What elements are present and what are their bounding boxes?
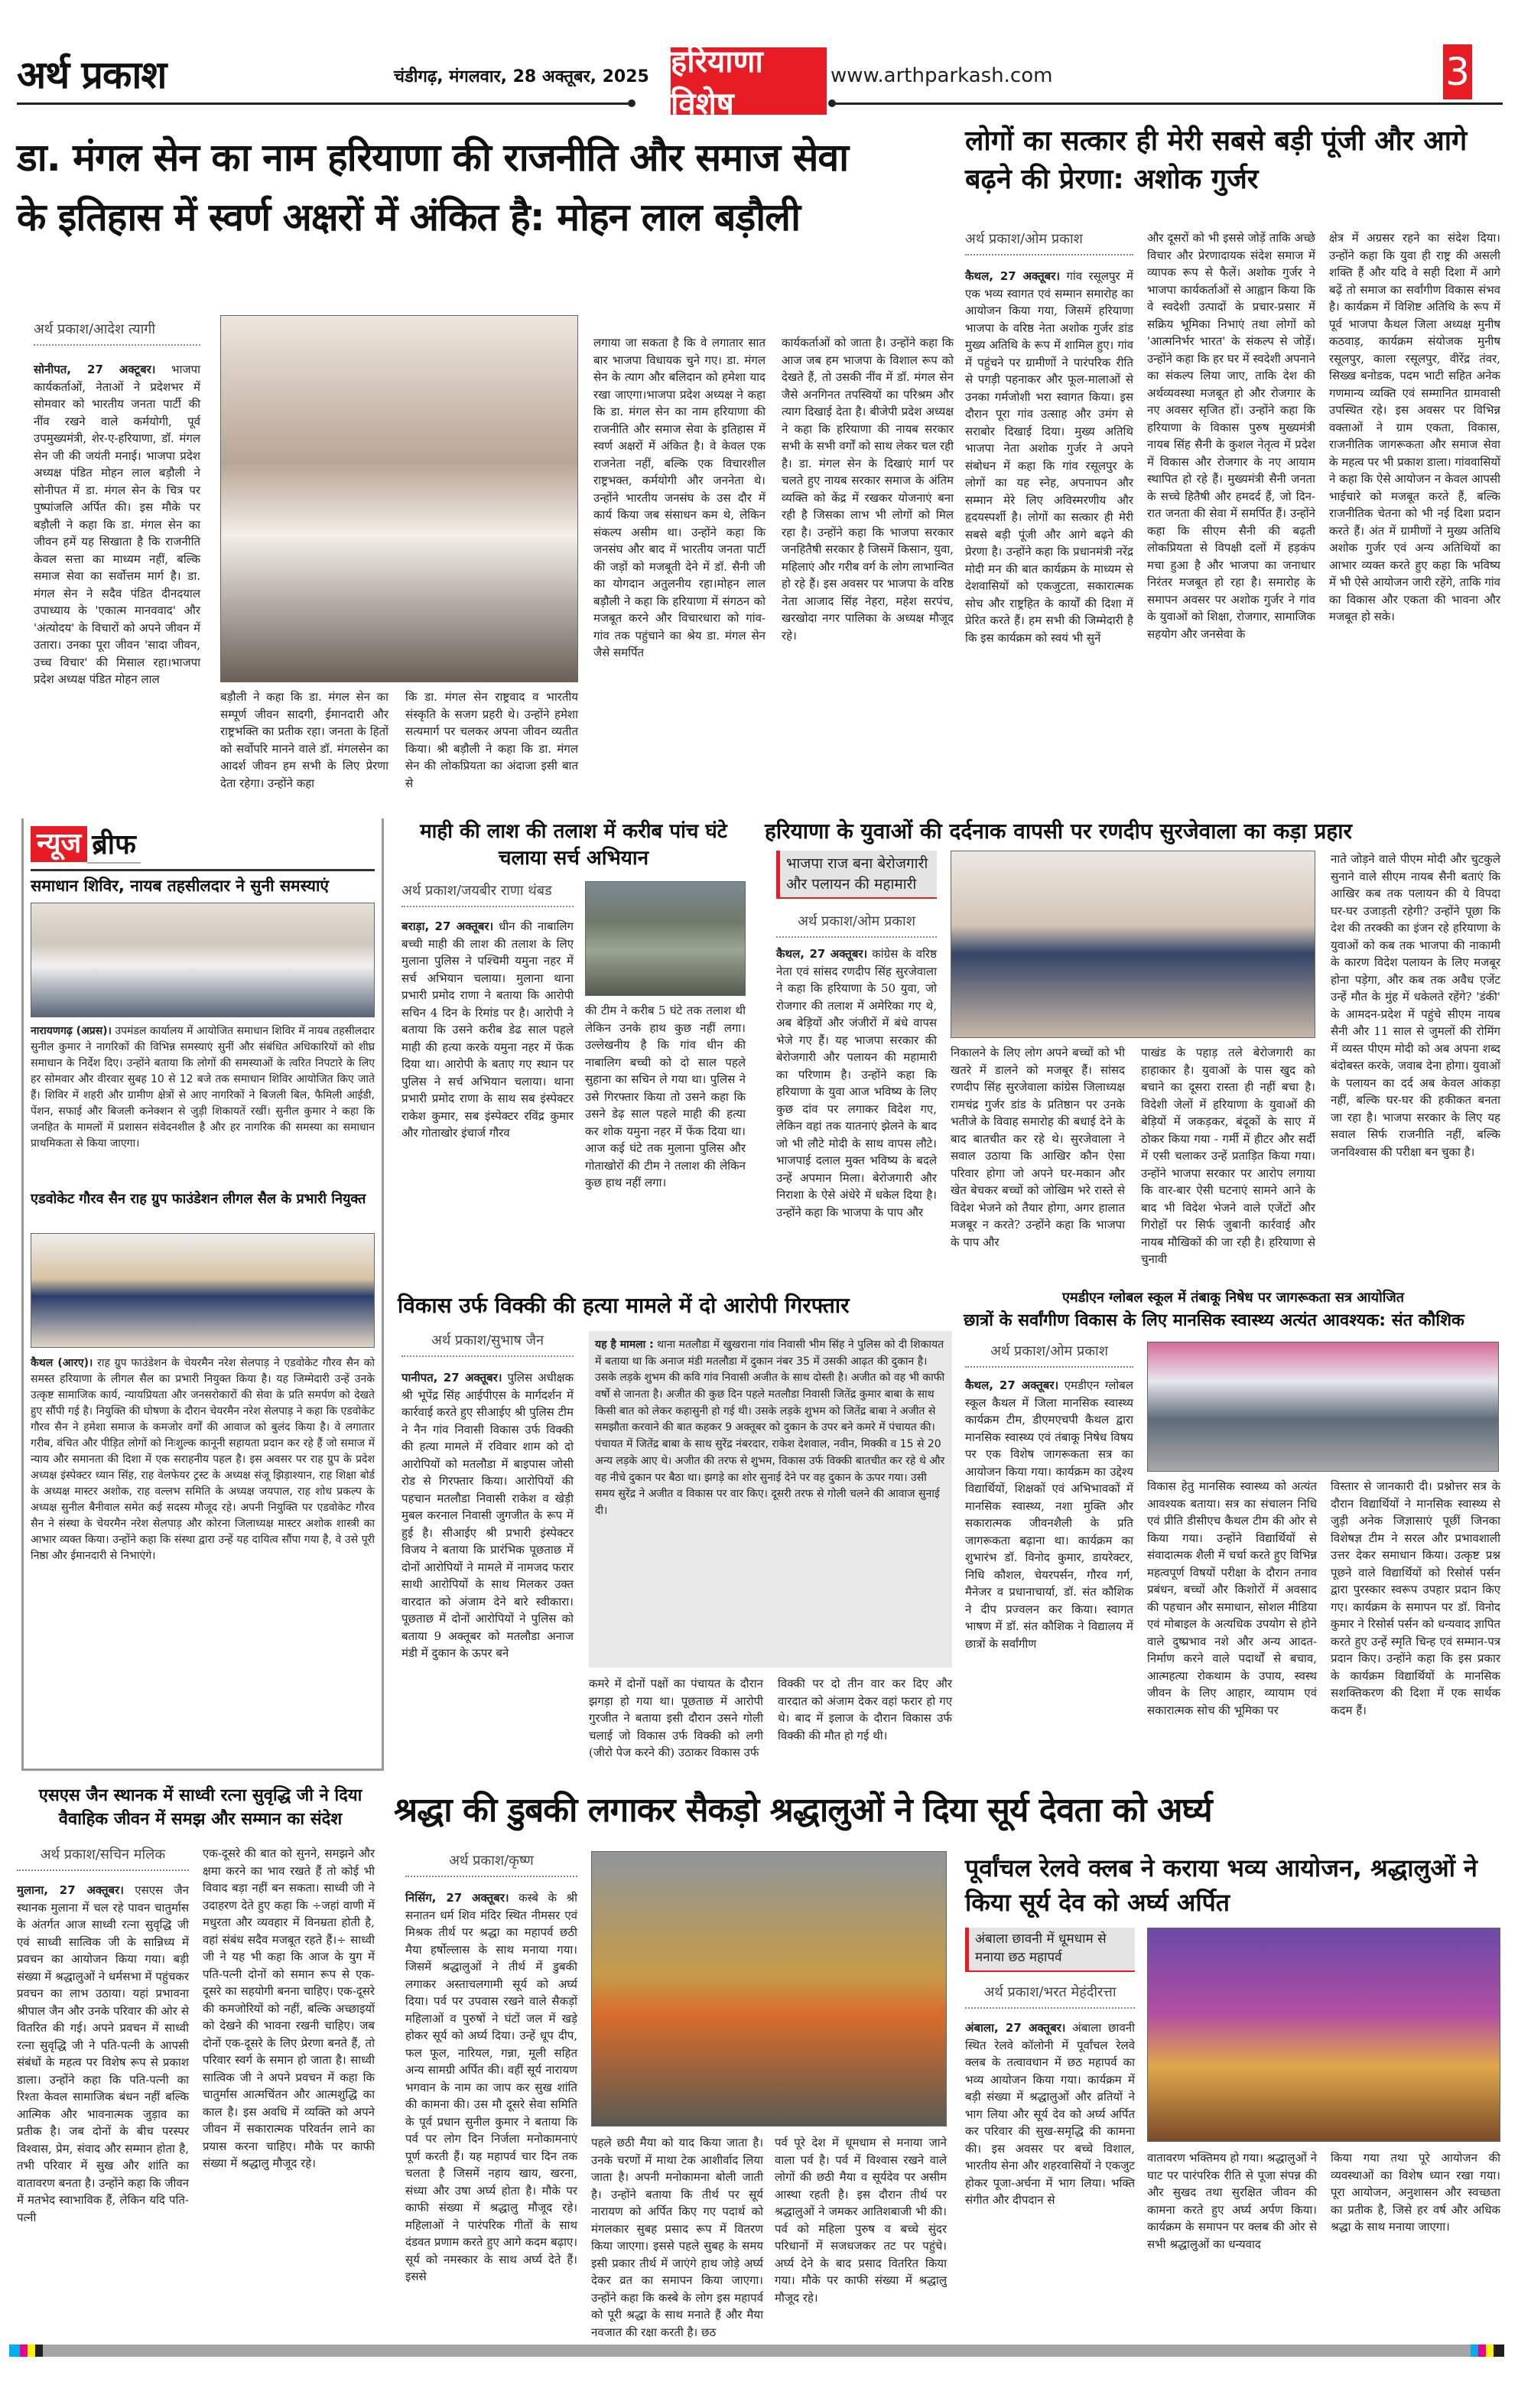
story-chhath-byline: अर्थ प्रकाश/कृष्ण: [405, 1851, 577, 1877]
dateline: सोनीपत, 27 अक्टूबर।: [34, 363, 156, 376]
dateline: मुलाना, 27 अक्तूबर।: [17, 1883, 124, 1897]
story-railway-subhead: अंबाला छावनी में धूमधाम से मनाया छठ महापर्व: [965, 1928, 1135, 1972]
surjewala-wedding-photo: [951, 851, 1315, 1038]
dateline: अंबाला, 27 अक्तूबर।: [965, 2021, 1066, 2035]
story-mangal-sen-headline: [17, 129, 954, 247]
website-link[interactable]: www.arthparkash.com: [831, 64, 1053, 87]
dateline: नारायणगढ़ (अप्रस)।: [31, 1025, 112, 1037]
story-mahi-col1: [401, 918, 574, 1281]
story-railway-col1: [965, 2019, 1135, 2332]
story-chhath-col1: [405, 1889, 577, 2332]
story-mahi-headline: माही की लाश की तलाश में करीब पांच घंटे चलाया सर्च अभियान: [420, 820, 727, 870]
legal-cell-appointment-photo: [31, 1233, 375, 1348]
magenta-swatch: [1478, 2345, 1486, 2357]
story-railway-byline: अर्थ प्रकाश/भरत मेहंदीरत्ता: [965, 1983, 1135, 2009]
story-railway-headline: पूर्वांचल रेलवे क्लब ने कराया भव्य आयोजन, श्रद्धालुओं ने किया सूर्य देव को अर्घ्य अर्पित: [965, 1853, 1477, 1917]
story-mangal-sen-col4: लगाया जा सकता है कि वे लगातार सात बार भाजपा विधायक चुने गए। डा. मंगल सेन के त्याग और बलिदान को हमेशा याद रखा जाएगा।भाजपा प्रदेश अध्यक्ष ने कहा कि डा. मंगल सेन का नाम हरियाणा की राजनीति और समाज सेवा के इतिहास में स्वर्ण अक्षरों में अंकित है। वे केवल एक राजनेता नहीं, बल्कि एक विचारशील राष्ट्रभक्त, कर्मयोगी और जननेता थे। उन्होंने भारतीय जनसंघ के उस दौर में कार्य किया जब संसाधन कम थे, लेकिन संकल्प असीम था। उन्होंने कहा कि जनसंघ और बाद में भारतीय जनता पार्टी की जड़ों को मजबूती देने में डॉ. सैनी जी का योगदान अतुलनीय रहा।मोहन लाल बड़ौली ने कहा कि हरियाणा में संगठन को मजबूत करने और विचारधारा को गांव-गांव तक पहुंचाने का श्रेय डा. मंगल सेन जैसे समर्पित: [593, 336, 766, 659]
story-vikas-col4: विक्की पर दो तीन वार कर दिए और वारदात को अंजाम देकर वहां फरार हो गए थे। बाद में इलाज के दौरान विकास उर्फ विक्की की मौत हो गई थी।: [778, 1677, 952, 1743]
story-ashok-gurjar-col1: [965, 268, 1133, 809]
dateline: निसिंग, 27 अक्तूबर।: [405, 1891, 509, 1905]
story-kaushik-col3: विस्तार से जानकारी दी। प्रश्नोत्तर सत्र के दौरान विद्यार्थियों ने मानसिक स्वास्थ्य से जुड़ी अनेक जिज्ञासाएं पूछीं जिनका विशेषज्ञ टीम ने सरल और प्रभावशाली उत्तर देकर समाधान किया। उत्कृष्ट प्रश्न पूछने वाले विद्यार्थियों को रिसोर्स पर्सन द्वारा पुरस्कार स्वरूप उपहार प्रदान किए गए। कार्यक्रम के समापन पर डॉ. विनोद कुमार ने रिसोर्स पर्सन को धन्यवाद ज्ञापित करते हुए उन्हें स्मृति चिन्ह एवं सम्मान-पत्र प्रदान किए। उन्होंने कहा कि इस प्रकार के कार्यक्रम विद्यार्थियों के मानसिक सशक्तिकरण की दिशा में एक सार्थक कदम हैं।: [1331, 1479, 1500, 1717]
case-box-lead: यह है मामला :: [595, 1339, 654, 1351]
story-kaushik-headline: छात्रों के सर्वांगीण विकास के लिए मानसिक स्वास्थ्य अत्यंत आवश्यक: संत कौशिक: [964, 1311, 1464, 1330]
story-mangal-sen-col1: [34, 361, 200, 818]
story-surjewala-byline: अर्थ प्रकाश/ओम प्रकाश: [776, 912, 937, 938]
brief-rule: [31, 869, 375, 871]
story-railway-col2: वातावरण भक्तिमय हो गया। श्रद्धालुओं ने घाट पर पारंपरिक रीति से पूजा संपन्न की और सुखद तथा सुरक्षित जीवन की कामना करते हुए अर्घ्य अर्पण किया। कार्यक्रम के समापन पर क्लब की ओर से सभी श्रद्धालुओं का धन्यवाद: [1147, 2151, 1317, 2251]
story-surjewala-col3: पाखंड के पहाड़ तले बेरोजगारी का हाहाकार है। युवाओं के पास खुद को बचाने का दूसरा रास्ता ही नहीं बचा है। विदेशी जेलों में हरियाणा के युवाओं की बेड़ियों में जकड़कर, बंदूकों के साए में ठोकर किया गया - गर्मी में हीटर और सर्दी में एसी चलाकर उन्हें प्रताड़ित किया गया। उन्होंने भाजपा सरकार पर आरोप लगाया कि वार-बार ऐसी घटनाएं सामने आने के बाद भी विदेश भेजने वाले एजेंटों और गिरोहों पर सिर्फ जुबानी कार्रवाई और नायब मौखिकों की जा रही है। हरियाणा से चुनावी: [1141, 1046, 1315, 1266]
yellow-swatch: [28, 2345, 35, 2357]
black-swatch: [1494, 2345, 1504, 2357]
story-jain-col2: एक-दूसरे की बात को सुनने, समझने और क्षमा करने का भाव रखते हैं तो कोई भी विवाद बड़ा नहीं बन सकता। साध्वी जी ने उदाहरण देते हुए कहा कि ÷जहां वाणी में मधुरता और व्यवहार में विनम्रता होती है, वहां संबंध सदैव मजबूत रहते हैं।÷ साध्वी जी ने यह भी कहा कि आज के युग में पति-पत्नी दोनों को समान रूप से एक-दूसरे का सहयोगी बनना चाहिए। एक-दूसरे की कमजोरियों को नहीं, बल्कि अच्छाइयों को देखने की भावना रखनी चाहिए। जब दोनों एक-दूसरे के लिए प्रेरणा बनते हैं, तो परिवार स्वर्ग के समान हो जाता है। साध्वी सात्विक जी ने अपने प्रवचन में कहा कि चातुर्मास आत्मचिंतन और आत्मशुद्धि का काल है। इस अवधि में व्यक्ति को अपने जीवन में सकारात्मक परिवर्तन लाने का प्रयास करना चाहिए। मौके पर काफी संख्या में श्रद्धालु मौजूद रहे।: [203, 1847, 375, 2170]
column-text: गांव रसूलपुर में एक भव्य स्वागत एवं सम्मान समारोह का आयोजन किया गया, जिसमें हरियाणा भाजपा के वरिष्ठ नेता अशोक गुर्जर डांड मुख्य अतिथि के रूप में शामिल हुए। गांव में पहुंचने पर ग्रामीणों ने पारंपरिक रीति से पगड़ी पहनाकर और फूल-मालाओं से उनका गर्मजोशी भरा स्वागत किया। इस दौरान पूरा गांव उत्साह और उमंग से सराबोर दिखाई दिया। मुख्य अतिथि भाजपा नेता अशोक गुर्जर ने अपने संबोधन में कहा कि गांव रसूलपुर के लोगों का यह स्नेह, अपनापन और सम्मान मेरे लिए अविस्मरणीय और हृदयस्पर्शी है। लोगों का सत्कार ही मेरी सबसे बड़ी पूंजी और आगे बढ़ने की प्रेरणा है। उन्होंने कहा कि प्रधानमंत्री नरेंद्र मोदी मन की बात कार्यक्रम के माध्यम से देशवासियों को एकजुटता, सकारात्मक सोच और राष्ट्रहित के कार्यों की दिशा में प्रेरित करते हैं। हम सभी की जिम्मेदारी है कि इस कार्यक्रम को स्वयं भी सुनें: [965, 269, 1133, 645]
story-chhath-col3: पर्व पूरे देश में धूमधाम से मनाया जाने वाला पर्व है। पर्व में विश्वास रखने वाले लोगों की छठी मैया व सूर्यदेव पर असीम आस्था रहती है। इस दौरान तीर्थ पर श्रद्धालुओं ने जमकर आतिशबाजी भी की। पर्व को महिला पुरुष व बच्चे सुंदर परिधानों में सजधजकर तट पर पहुंचे। अर्घ्य देने के बाद प्रसाद वितरित किया गया। मौके पर काफी संख्या में श्रद्धालु मौजूद रहे।: [775, 2136, 947, 2305]
brief-item2-headline: एडवोकेट गौरव सैन राह ग्रुप फाउंडेशन लीगल सैल के प्रभारी नियुक्त: [31, 1191, 366, 1207]
story-mahi-col2: की टीम ने करीब 5 घंटे तक तलाश थी लेकिन उनके हाथ कुछ नहीं लगा। उल्लेखनीय है कि गांव धीन की नाबालिग बच्ची को दो साल पहले सुहाना का सचिन ले गया था। पुलिस ने उसे गिरफ्तार किया तो उसने कहा कि उसने डेढ़ साल पहले माही की हत्या कर शोक यमुना नहर में फेंक दिया था। आज कई घंटे तक मुलाना पुलिस और गोताखोरों की टीम ने तलाश की लेकिन कुछ हाथ नहीं लगा।: [585, 1004, 746, 1189]
masthead-rule-left: [17, 103, 632, 105]
column-text: कस्बे के श्री सनातन धर्म शिव मंदिर स्थित नीमसर एवं मिश्रक तीर्थ पर श्रद्धा का महापर्व छठी मैया हर्षोल्लास के साथ मनाया गया। जिसमें श्रद्धालुओं ने तीर्थ में डुबकी लगाकर अस्ताचलगामी सूर्य को अर्घ्य दिया। पर्व पर उपवास रखने वाले सैकड़ों महिलाओं व पुरुषों ने घंटों जल में खड़े होकर सूर्य को अर्घ्य दिया। उन्हें धूप दीप, फल फूल, नारियल, गन्ना, मूली सहित अन्य सामग्री अर्पित की। वहीं सूर्य नारायण भगवान के नाम का जाप कर सुख शांति की कामना की। उस मौ दूसरे सेवा समिति के पूर्व प्रधान सुनील कुमार ने बताया कि पर्व पर लोग दिन निर्जला मनोकामनाएं पूर्ण करती हैं। यह महापर्व चार दिन तक चलता है जिसमें नहाय खाय, खरना, संध्या और उषा अर्घ्य होता है। मौके पर काफी संख्या में श्रद्धालु मौजूद रहे। महिलाओं ने पारंपरिक गीतों के साथ दंडवत प्रणाम करते हुए आगे कदम बढ़ाए। सूर्य को नमस्कार के साथ अर्घ्य देते हैं। इससे: [405, 1891, 577, 2283]
story-vikas-case-box: [589, 1331, 952, 1668]
story-mangal-sen-byline: अर्थ प्रकाश/आदेश त्यागी: [34, 320, 200, 346]
story-mangal-sen-col5: कार्यकर्ताओं को जाता है। उन्होंने कहा कि आज जब हम भाजपा के विशाल रूप को देखते हैं, तो उसकी नींव में डॉ. मंगल सेन जैसे अनगिनत तपस्वियों का परिश्रम और त्याग दिखाई देता है। बीजेपी प्रदेश अध्यक्ष ने कहा कि हरियाणा की नायब सरकार सभी के सभी वर्गों को साथ लेकर चल रही है। डा. मंगल सेन के दिखाएं मार्ग पर चलते हुए नायब सरकार समाज के अंतिम व्यक्ति को केंद्र में रखकर योजनाएं बना रही है जिसका लाभ भी लोगों को मिल रहा है। उन्होंने कहा कि भाजपा सरकार जनहितैषी सरकार है जिसमें किसान, युवा, महिलाएं और गरीब वर्ग के लोग लाभान्वित हो रहे हैं। इस अवसर पर भाजपा के वरिष्ठ नेता आजाद सिंह नेहरा, महेश सरपंच, खरखोदा नगर पालिका के अध्यक्ष मौजूद रहे।: [782, 336, 954, 643]
print-registration-bar: [9, 2345, 1504, 2357]
story-chhath-headline: श्रद्धा की डुबकी लगाकर सैकड़ो श्रद्धालुओं ने दिया सूर्य देवता को अर्घ्य: [394, 1791, 1212, 1830]
column-text: एमडीएन ग्लोबल स्कूल कैथल में जिला मानसिक स्वास्थ्य कार्यक्रम टीम, डीएमएचपी कैथल द्वारा मानसिक स्वास्थ्य एवं तंबाकू निषेध विषय पर एक विशेष जागरूकता सत्र का आयोजन किया गया। कार्यक्रम का उद्देश्य विद्यार्थियों, शिक्षकों एवं अभिभावकों में मानसिक स्वास्थ्य, नशा मुक्ति और सकारात्मक जीवनशैली के प्रति जागरूकता बढ़ाना था। कार्यक्रम का शुभारंभ डॉ. विनोद कुमार, डायरेक्टर, निधि कौशल, चेयरपर्सन, गौरव गर्ग, मैनेजर व प्रधानाचार्या, डॉ. संत कौशिक ने दीप प्रज्वलन कर किया। स्वागत भाषण में डॉ. संत कौशिक ने विद्यालय में छात्रों के सर्वांगीण: [965, 1378, 1133, 1651]
story-mahi-byline: अर्थ प्रकाश/जयबीर राणा थंबड: [401, 881, 574, 907]
dateline: कैथल, 27 अक्तूबर।: [965, 269, 1061, 283]
black-swatch: [35, 2345, 43, 2357]
headline-line-2: के इतिहास में स्वर्ण अक्षरों में अंकित है: मोहन लाल बड़ौली: [17, 194, 801, 239]
cmyk-swatches-right: [1471, 2345, 1504, 2357]
yellow-swatch: [1486, 2345, 1494, 2357]
samadhan-shivir-photo: [31, 903, 375, 1017]
story-kaushik-byline: अर्थ प्रकाश/ओम प्रकाश: [965, 1342, 1133, 1368]
story-surjewala-col4: नाते जोड़ने वाले पीएम मोदी और चुटकुले सुनाने वाले सीएम नायब सैनी बताएं कि आखिर कब तक पलायन की ये विपदा घर-घर उजाड़ती रहेगी? उन्होंने पूछा कि देश की तरक्की का इंजन रहे हरियाणा के युवाओं को कब तक भाजपा की नाकामी के कारण विदेश पलायन के लिए मजबूर होना पड़ेगा, और कब तक अवैध एजेंट उन्हें मौत के मुंह में धकेलते रहेंगे? 'डंकी' के आमदन-प्रदेश में पहुंचे सीएम नायब सैनी और 11 साल से जुमलों की रोमिंग में व्यस्त पीएम मोदी को अब अपना शब्द बंदोबस्त करके, जवाब देना होगा। युवाओं के पलायन का दर्द अब केवल आंकड़ा नहीं, बल्कि घर-घर की हकीकत बनता जा रहा है। भाजपा सरकार के लिए यह सवाल सिर्फ राजनीति नहीं, बल्कि जनविश्वास की परीक्षा बन चुका है।: [1331, 852, 1500, 1159]
chhath-festival-photo: [1147, 1928, 1500, 2142]
dateline: कैथल (आरए)।: [31, 1357, 93, 1369]
issue-date: चंडीगढ़, मंगलवार, 28 अक्तूबर, 2025: [394, 67, 649, 86]
mangal-sen-tribute-photo: [220, 315, 578, 682]
story-surjewala-headline: हरियाणा के युवाओं की दर्दनाक वापसी पर रणदीप सुरजेवाला का कड़ा प्रहार: [765, 818, 1352, 844]
masthead-rule-right: [831, 103, 1503, 105]
page-number: 3: [1443, 44, 1472, 99]
column-text: एसएस जैन स्थानक मुलाना में चल रहे पावन चातुर्मास के अंतर्गत आज साध्वी रत्ना सुवृद्धि जी एवं साध्वी सात्विक जी के सान्निध्य में प्रवचन का आयोजन किया गया। बड़ी संख्या में श्रद्धालुओं ने धर्मसभा में पहुंचकर प्रवचन का लाभ उठाया। यहां प्रभावना श्रीपाल जैन और उनके परिवार की ओर से वितरित की गई। अपने प्रवचन में साध्वी रत्ना सुवृद्धि जी ने पति-पत्नी के आपसी संबंधों के महत्व पर विशेष रूप से प्रकाश डाला। उन्होंने कहा कि पति-पत्नी का रिश्ता केवल सामाजिक बंधन नहीं बल्कि आत्मिक और भावनात्मक जुड़ाव का प्रतीक है। जब दोनों के बीच परस्पर विश्वास, प्रेम, संवाद और सम्मान होता है, तभी परिवार में सुख और शांति का वातावरण बनता है। उन्होंने कहा कि जीवन में मतभेद स्वाभाविक हैं, लेकिन यदि पति-पत्नी: [17, 1883, 189, 2224]
story-chhath-col2: पहले छठी मैया को याद किया जाता है। उनके चरणों में माथा टेक आशीर्वाद लिया जाता है। अपनी मनोकामना बोली जाती है। उन्होंने बताया कि तीर्थ पर सूर्य नारायण को अर्पित किए गए पदार्थ को मंगलकार सुबह प्रसाद रूप में वितरण किया जाएगा। इससे पहले सुबह के समय इसी प्रकार तीर्थ में जाएंगे हाथ जोड़े अर्घ्य देकर व्रत का समापन किया जाएगा। उन्होंने कहा कि कस्बे के लोग इस महापर्व को पूरी श्रद्धा के साथ मनाते हैं और मैया नवजात की रक्षा करती है। छठ: [591, 2136, 763, 2339]
case-box-text: थाना मतलौडा में खुखराना गांव निवासी भीम सिंह ने पुलिस को दी शिकायत में बताया था कि अनाज मंडी मतलौडा में दुकान नंबर 35 में उसकी आढ़त की दुकान है। उसके लड़के शुभम की कवि गांव निवासी अजीत के साथ दोस्ती है। अजीत को वह भी काफी वर्षो से जानता है। अजीत की कुछ दिन पहले मतलौडा निवासी जितेंद्र कुमार बाबा के साथ किसी बात को लेकर कहासुनी हो गई थी। उसके लड़के शुभम को जितेंद्र बाबा ने अजीत से समझौता करवाने की बात कहकर 9 अक्तूबर को दुकान के उपर बने कमरे में पंचायत की। पंचायत में जितेंद्र बाबा के साथ सुरेंद्र नंबरदार, राकेश देशवाल, नवीन, मिक्की व 15 से 20 अन्य लड़के आए थे। अजीत की तरफ से शुभम, विकास उर्फ विक्की बातचीत कर रहे थे और वह नीचे दुकान पर बैठा था। झगड़े का शोर सुनाई देने पर वह दुकान के ऊपर गया। उसी समय सुरेंद्र ने अजीत व विकास पर वार किए। दूसरी तरफ से गोली चलने की आवाज सुनाई दी।: [595, 1339, 945, 1517]
column-text: कांग्रेस के वरिष्ठ नेता एवं सांसद रणदीप सिंह सुरजेवाला ने कहा कि हरियाणा के 50 युवा, जो रोजगार की तलाश में अमेरिका गए थे, अब बेड़ियों और जंजीरों में बंधे वापस भेजे गए हैं। यह भाजपा सरकार की बेरोजगारी और पलायन की महामारी का परिणाम है। उन्होंने कहा कि हरियाणा के युवा आज भविष्य के लिए कुछ दांव पर लगाकर विदेश गए, लेकिन वहां तक यातनाएं झेलने के बाद जो भी लौटे मोदी के साथ वापस लौटे। भाजपाई दलाल मुक्त भविष्य के बदले उन्हें अपमान मिला। बेरोजगारी और निराशा के ऐसे अंधेरे में धकेल दिया है। उन्होंने कहा कि भाजपा के पाप और: [776, 947, 937, 1219]
story-vikas-byline: अर्थ प्रकाश/सुभाष जैन: [401, 1331, 574, 1357]
column-text: भाजपा कार्यकर्ताओं, नेताओं ने प्रदेशभर में सोमवार को भारतीय जनता पार्टी की नींव रखने वाले कर्मयोगी, पूर्व उपमुख्यमंत्री, शेर-ए-हरियाणा, डॉ. मंगल सेन जी की जयंती मनाई। भाजपा प्रदेश अध्यक्ष पंडित मोहन लाल बड़ौली ने सोनीपत में डा. मंगल सेन के चित्र पर पुष्पांजलि अर्पित की। इस मौके पर बड़ौली ने कहा कि डा. मंगल सेन का जीवन हमें यह सिखाता है कि राजनीति केवल सत्ता का माध्यम नहीं, बल्कि समाज सेवा का सर्वोत्तम मार्ग है। डा. मंगल सेन ने सदैव पंडित दीनदयाल उपाध्याय के 'एकात्म मानववाद' और 'अंत्योदय' के विचारों को अपने जीवन में उतारा। उनका पूरा जीवन 'सादा जीवन, उच्च विचार' की मिसाल रहा।भाजपा प्रदेश अध्यक्ष पंडित मोहन लाल: [34, 363, 200, 686]
story-vikas-col1: [401, 1369, 574, 1771]
story-surjewala-col2: निकालने के लिए लोग अपने बच्चों को भी खतरे में डालने को मजबूर हैं। सांसद रणदीप सिंह सुरजेवाला कांग्रेस जिलाध्यक्ष रामचंद्र गुर्जर डांड के प्रतिष्ठान पर उनके भतीजे के विवाह समारोह की बधाई देने के बाद बातचीत कर रहे थे। सुरजेवाला ने सवाल उठाया कि आखिर कौन ऐसा परिवार होगा जो अपने घर-मकान और खेत बेचकर बच्चों को जोखिम भरे रास्ते से विदेश भेजने को तैयार होगा, अगर हालात मजबूर न करते? उन्होंने कहा कि भाजपा के पाप और: [951, 1046, 1125, 1249]
story-jain-byline: अर्थ प्रकाश/सचिन मलिक: [17, 1845, 189, 1871]
dateline: पानीपत, 27 अक्तूबर।: [401, 1371, 502, 1385]
news-brief-label-red: न्यूज: [31, 826, 87, 862]
story-jain-col1: [17, 1882, 189, 2332]
column-text: धीन की नाबालिग बच्ची माही की लाश की तलाश के लिए मुलाना पुलिस ने पश्चिमी यमुना नहर में सर्च अभियान चलाया। मुलाना थाना प्रभारी प्रमोद राणा ने बताया कि आरोपी सचिन 4 दिन के रिमांड पर है। आरोपी ने बताया कि उसने करीब डेढ साल पहले माही की हत्या करके यमुना नहर में फेंक दिया था। आरोपी के बताए गए स्थान पर पुलिस ने सर्च अभियान चलाया। थाना प्रभारी प्रमोद राणा के साथ सब इंस्पेक्टर राकेश कुमार, सब इंस्पेक्टर रविंद्र कुमार और गोताखोर इंचार्ज गौरव: [401, 919, 574, 1140]
brief-item2-body: [31, 1355, 375, 1761]
story-ashok-gurjar-col3: क्षेत्र में अग्रसर रहने का संदेश दिया। उन्होंने कहा कि युवा ही राष्ट्र की असली शक्ति हैं और यदि वे सही दिशा में आगे बढ़ें तो समाज का सर्वांगीण विकास संभव है। कार्यक्रम में विशिष्ट अतिथि के रूप में पूर्व भाजपा कैथल जिला अध्यक्ष मुनीष कठवाड़, कार्यक्रम संयोजक मुनीष रसूलपुर, काला रसूलपुर, वीरेंद्र तंवर, सिख्ख बनोडक, पदम भाटी सहित अनेक गणमान्य व्यक्ति एवं सम्मानित ग्रामवासी उपस्थित रहे। इस अवसर पर विभिन्न वक्ताओं ने ग्राम एकता, विकास, राजनीतिक जागरूकता और समाज सेवा के महत्व पर भी प्रकाश डाला। गांववासियों ने कहा कि ऐसे आयोजन न केवल आपसी भाईचारे को मजबूत करते हैं, बल्कि राजनीतिक चेतना को भी नई दिशा प्रदान करते हैं। अंत में ग्रामीणों ने मुख्य अतिथि अशोक गुर्जर एवं अन्य अतिथियों का आभार व्यक्त करते हुए कहा कि भविष्य में भी ऐसे आयोजन जारी रहेंगे, ताकि गांव का विकास और एकता की भावना और मजबूत हो सके।: [1329, 231, 1500, 623]
story-surjewala-col1: [776, 945, 937, 1281]
news-brief-label: [31, 825, 141, 864]
magenta-swatch: [20, 2345, 28, 2357]
story-mangal-sen-col3: कि डा. मंगल सेन राष्ट्रवाद व भारतीय संस्कृति के सजग प्रहरी थे। उन्होंने हमेशा सत्यमार्ग पर चलकर अपना जीवन व्यतीत किया। श्री बड़ौली ने कहा कि डा. मंगल सेन की लोकप्रियता का अंदाजा इसी बात से: [405, 690, 578, 790]
brief-item1-body: [31, 1023, 375, 1184]
dateline: बराड़ा, 27 अक्तूबर।: [401, 919, 494, 933]
cyan-swatch: [1471, 2345, 1478, 2357]
cyan-swatch: [9, 2345, 20, 2357]
story-kaushik-col2: विकास हेतु मानसिक स्वास्थ्य को अत्यंत आवश्यक बताया। सत्र का संचालन निधि एवं प्रीति डीसीएच कैथल टीम की ओर से किया गया। उन्होंने विद्यार्थियों से संवादात्मक शैली में चर्चा करते हुए विभिन्न महत्वपूर्ण विषयों परीक्षा के दौरान तनाव प्रबंधन, बच्चों और किशोरों में अवसाद की पहचान और समाधान, सोशल मीडिया एवं मोबाइल के अत्यधिक उपयोग से होने वाले दुष्प्रभाव नशे और अन्य आदत-निर्माण करने वाले पदार्थों से बचाव, आत्महत्या रोकथाम के उपाय, स्वस्थ जीवन के लिए आहार, व्यायाम एवं सकारात्मक सोच की भूमिका पर: [1147, 1479, 1317, 1717]
chhath-devotees-photo: [591, 1851, 947, 2127]
story-jain-headline: एसएस जैन स्थानक में साध्वी रत्ना सुवृद्धि जी ने दिया वैवाहिक जीवन में समझ और सम्मान का संदेश: [38, 1786, 362, 1829]
story-vikas-col3: कमरे में दोनों पक्षों का पंचायत के दौरान झगड़ा हो गया था। पूछताछ में आरोपी गुरजीत ने बताया इसी दौरान उसने गोली चलाई जो विकास उर्फ विक्की को लगी (जीरो पेज करने की) उठाकर विकास उर्फ: [589, 1677, 763, 1759]
headline-line-1: डा. मंगल सेन का नाम हरियाणा की राजनीति और समाज सेवा: [17, 135, 849, 180]
story-ashok-gurjar-col2: और दूसरों को भी इससे जोड़ें ताकि अच्छे विचार और प्रेरणादायक संदेश समाज में व्यापक रूप से फैलें। अशोक गुर्जर ने भाजपा कार्यकर्ताओं से आह्वान किया कि वे स्वदेशी उत्पादों के प्रचार-प्रसार में सक्रिय भूमिका निभाएं तथा लोगों को 'आत्मनिर्भर भारत' के संकल्प से जोड़ें। उन्होंने कहा कि हर घर में स्वदेशी अपनाने का संकल्प लिया जाए, ताकि देश की अर्थव्यवस्था मजबूत हो और रोजगार के नए अवसर सृजित हों। उन्होंने कहा कि हरियाणा के विकास पुरुष मुख्यमंत्री नायब सिंह सैनी के कुशल नेतृत्व में प्रदेश में विकास और रोजगार के नए आयाम स्थापित हो रहे हैं। मुख्यमंत्री सैनी जनता के सच्चे हितैषी और हमदर्द हैं, जो दिन-रात जनता की सेवा में समर्पित हैं। उन्होंने कहा कि सीएम सैनी की बढ़ती लोकप्रियता से विपक्षी दलों में हड़कंप मचा हुआ है और भाजपा का जनाधार निरंतर मजबूत हो रहा है। समारोह के समापन अवसर पर अशोक गुर्जर ने गांव के युवाओं को शिक्षा, रोजगार, सामाजिक सहयोग और जनसेवा के: [1147, 231, 1315, 641]
body-text: उपमंडल कार्यालय में आयोजित समाधान शिविर में नायब तहसीलदार सुनील कुमार ने नागरिकों की विभिन्न समस्याएं सुनीं और संबंधित अधिकारियों को शीघ्र समाधान के निर्देश दिए। उन्होंने बताया कि लोगों की समस्याओं के त्वरित निपटारे के लिए हर सोमवार और वीरवार सुबह 10 से 12 बजे तक समाधान शिविर आयोजित किए जाते हैं। शिविर में शहरी और ग्रामीण क्षेत्रों से आए नागरिकों ने बिजली बिल, फैमिली आईडी, पेंशन, सफाई और बिजली कनेक्शन से जुड़ी शिकायतें रखीं। सुनील कुमार ने कहा कि जनहित के मामलों में प्रशासन संवेदनशील है और हर नागरिक की समस्या का समाधान प्राथमिकता से किया जाएगा।: [31, 1025, 375, 1150]
story-kaushik-kicker: एमडीएन ग्लोबल स्कूल में तंबाकू निषेध पर जागरूकता सत्र आयोजित: [1061, 1290, 1405, 1306]
story-surjewala-subhead: भाजपा राज बना बेरोजगारी और पलायन की महामारी: [776, 851, 937, 899]
body-text: राह ग्रुप फाउंडेशन के चेयरमैन नरेश सेलपाड़ ने एडवोकेट गौरव सैन को समस्त हरियाणा के लीगल सैल का प्रभारी नियुक्त किया है। यह जिम्मेदारी उन्हें उनके उत्कृष्ट सामाजिक कार्य, न्यायप्रियता और जनसरोकारों की सेवा के प्रति समर्पण को देखते हुए सौंपी गई है। नियुक्ति की घोषणा के दौरान चेयरमैन नरेश सेलपाड़ ने कहा कि एडवोकेट गौरव सैन ने हमेशा समाज के कमजोर वर्गों की आवाज को बुलंद किया है। वे लगातार गरीब, वंचित और पीड़ित लोगों को निःशुल्क कानूनी सहायता प्रदान कर रहे हैं जो समाज में न्याय और समानता की दिशा में एक सराहनीय पहल है। इस अवसर पर राह ग्रुप के प्रदेश अध्यक्ष इंस्पेक्टर ध्यान सिंह, राह वेलफेयर ट्रस्ट के अध्यक्ष संजू झिड़ाश्यान, राह शिक्षा बोर्ड के अध्यक्ष मास्टर अशोक, राह वल्लभ समिति के अध्यक्ष जयपाल, राह शोध प्रकल्प के अध्यक्ष सुनील बैनीवाल समेत कई सदस्य मौजूद रहे। अपनी नियुक्ति पर एडवोकेट गौरव सैन ने संस्था के चेयरमैन नरेश सेलपाड़ और कोरना जिलाध्यक्ष मास्टर अशोक शास्त्री का आभार व्यक्त किया। उन्होंने कहा कि संस्था द्वारा उन्हें यह दायित्व सौंपा गया है, वे उसे पूरी निष्ठा और ईमानदारी से निभाएंगे।: [31, 1357, 375, 1562]
newspaper-logo: अर्थ प्रकाश: [17, 53, 167, 97]
cmyk-swatches-left: [9, 2345, 43, 2357]
story-vikas-headline: विकास उर्फ विक्की की हत्या मामले में दो आरोपी गिरफ्तार: [398, 1293, 850, 1318]
section-badge: हरियाणा विशेष: [671, 47, 827, 115]
story-ashok-gurjar-byline: अर्थ प्रकाश/ओम प्रकाश: [965, 229, 1133, 255]
news-brief-label-black: ब्रीफ: [87, 825, 141, 864]
story-railway-col3: किया गया तथा पूरे आयोजन की व्यवस्थाओं का विशेष ध्यान रखा गया। पूरा आयोजन, अनुशासन और स्वच्छता का प्रतीक है, जिसे हर वर्ष और अधिक श्रद्धा के साथ मनाया जाएगा।: [1331, 2151, 1500, 2234]
story-kaushik-col1: [965, 1377, 1133, 1771]
story-mangal-sen-col2: बड़ौली ने कहा कि डा. मंगल सेन का सम्पूर्ण जीवन सादगी, ईमानदारी और राष्ट्रभक्ति का प्रतीक रहा। जनता के हितों को सर्वोपरि मानने वाले डॉ. मंगलसेन का आदर्श जीवन हम सभी के लिए प्रेरणा देता रहेगा। उन्होंने कहा: [220, 690, 388, 790]
story-ashok-gurjar-headline: लोगों का सत्कार ही मेरी सबसे बड़ी पूंजी और आगे बढ़ने की प्रेरणा: अशोक गुर्जर: [965, 125, 1468, 196]
school-awareness-photo: [1147, 1342, 1499, 1472]
dateline: कैथल, 27 अक्तूबर।: [965, 1378, 1059, 1392]
column-text: अंबाला छावनी स्थित रेलवे कॉलोनी में पूर्वांचल रेलवे क्लब के तत्वावधान में छठ महापर्व का भव्य आयोजन किया गया। कार्यक्रम में बड़ी संख्या में श्रद्धालुओं और व्रतियों ने भाग लिया और सूर्य देव को अर्घ्य अर्पित कर परिवार की सुख-समृद्धि की कामना की। इस अवसर पर बच्चे विशाल, भारतीय सेना और शहरवासियों ने एकजुट होकर पूजा-अर्चना में भाग लिया। भक्ति संगीत और दीपदान से: [965, 2021, 1135, 2207]
dateline: कैथल, 27 अक्तूबर।: [776, 947, 868, 961]
column-text: पुलिस अधीक्षक श्री भूपेंद्र सिंह आईपीएस के मार्गदर्शन में कार्रवाई करते हुए सीआईए श्री पुलिस टीम ने नैन गांव निवासी विकास उर्फ विक्की की हत्या मामले में रविवार शाम को दो आरोपियों को मतलौडा में बाइपास जोसी रोड से गिरफ्तार किया। आरोपियों की पहचान मतलौडा निवासी राकेश व खेड़ी मुबल करनाल निवासी जुगजीत के रूप में हुई है। सीआईए श्री प्रभारी इंस्पेक्टर विजय ने बताया कि प्रारंभिक पूछताछ में दोनों आरोपियों ने मामले में नामजद फरार साथी आरोपियों के साथ मिलकर उक्त वारदात को अंजाम देने बारे स्वीकारा। पूछताछ में दोनों आरोपियों ने पुलिस को बताया 9 अक्तूबर को मतलौडा अनाज मंडी में दुकान के ऊपर बने: [401, 1371, 574, 1660]
brief-item1-headline: समाधान शिविर, नायब तहसीलदार ने सुनी समस्याएं: [31, 877, 330, 895]
search-operation-photo: [585, 881, 746, 996]
